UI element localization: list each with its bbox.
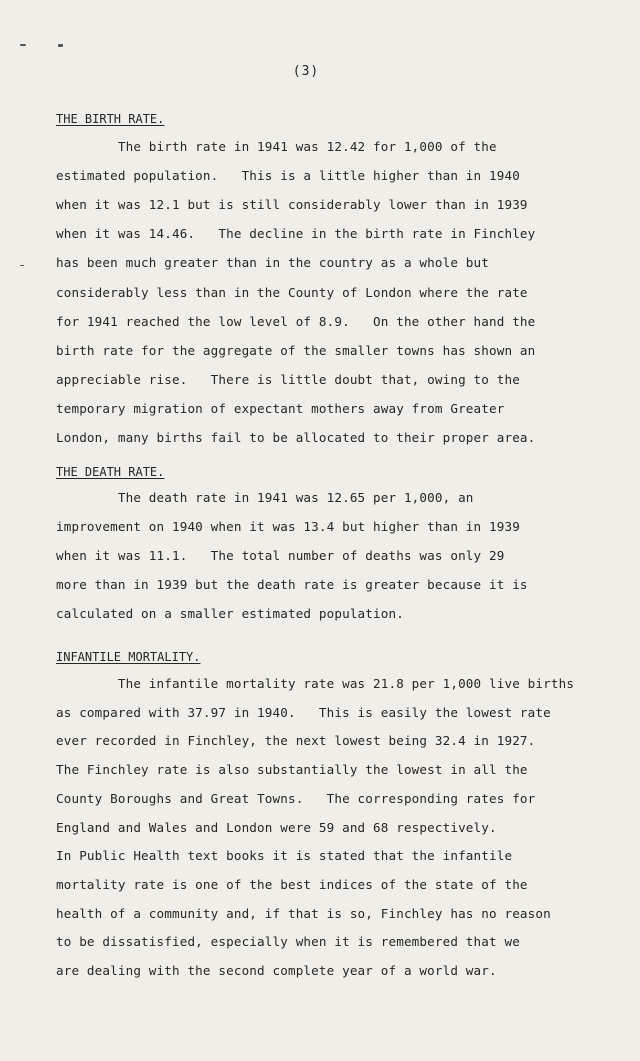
text-line: when it was 11.1. The total number of deaths was only 29 xyxy=(56,548,505,563)
birth-rate-heading: THE BIRTH RATE. xyxy=(56,112,165,126)
infantile-mortality-heading: INFANTILE MORTALITY. xyxy=(56,650,201,664)
text-line: calculated on a smaller estimated population. xyxy=(56,606,404,621)
text-line: temporary migration of expectant mothers away from Greater xyxy=(56,400,505,416)
text-line: has been much greater than in the country as a whole but xyxy=(56,255,489,271)
text-line: more than in 1939 but the death rate is greater because it is xyxy=(56,577,528,592)
text-line: The death rate in 1941 was 12.65 per 1,000, an xyxy=(56,490,474,505)
text-line: to be dissatisfied, especially when it is remembered that we xyxy=(56,934,520,950)
text-line: estimated population. This is a little higher than in 1940 xyxy=(56,168,520,184)
text-line: The Finchley rate is also substantially the lowest in all the xyxy=(56,762,528,778)
death-rate-heading: THE DEATH RATE. xyxy=(56,465,165,479)
text-line: In Public Health text books it is stated that the infantile xyxy=(56,848,513,864)
text-line: County Boroughs and Great Towns. The corresponding rates for xyxy=(56,790,536,806)
text-line: The infantile mortality rate was 21.8 per 1,000 live births xyxy=(56,676,575,691)
text-line: England and Wales and London were 59 and 68 respectively. xyxy=(56,819,497,835)
text-line: health of a community and, if that is so, Finchley has no reason xyxy=(56,905,551,921)
text-line: are dealing with the second complete year of a world war. xyxy=(56,963,497,978)
text-line: London, many births fail to be allocated to their proper area. xyxy=(56,430,536,445)
text-line: considerably less than in the County of London where the rate xyxy=(56,284,528,300)
text-line: when it was 12.1 but is still considerably lower than in 1939 xyxy=(56,197,528,213)
text-line: ever recorded in Finchley, the next lowest being 32.4 in 1927. xyxy=(56,733,536,749)
page-number: (3) xyxy=(292,64,320,79)
text-line: birth rate for the aggregate of the smaller towns has shown an xyxy=(56,342,536,358)
text-line: mortality rate is one of the best indices of the state of the xyxy=(56,876,528,892)
scan-mark xyxy=(20,44,26,46)
text-line: The birth rate in 1941 was 12.42 for 1,000 of the xyxy=(56,139,497,154)
scan-mark xyxy=(20,265,24,266)
text-line: appreciable rise. There is little doubt that, owing to the xyxy=(56,371,520,387)
text-line: as compared with 37.97 in 1940. This is easily the lowest rate xyxy=(56,704,551,720)
scan-mark xyxy=(58,44,63,47)
text-line: when it was 14.46. The decline in the birth rate in Finchley xyxy=(56,226,536,242)
text-line: improvement on 1940 when it was 13.4 but higher than in 1939 xyxy=(56,519,520,534)
text-line: for 1941 reached the low level of 8.9. On the other hand the xyxy=(56,313,536,329)
